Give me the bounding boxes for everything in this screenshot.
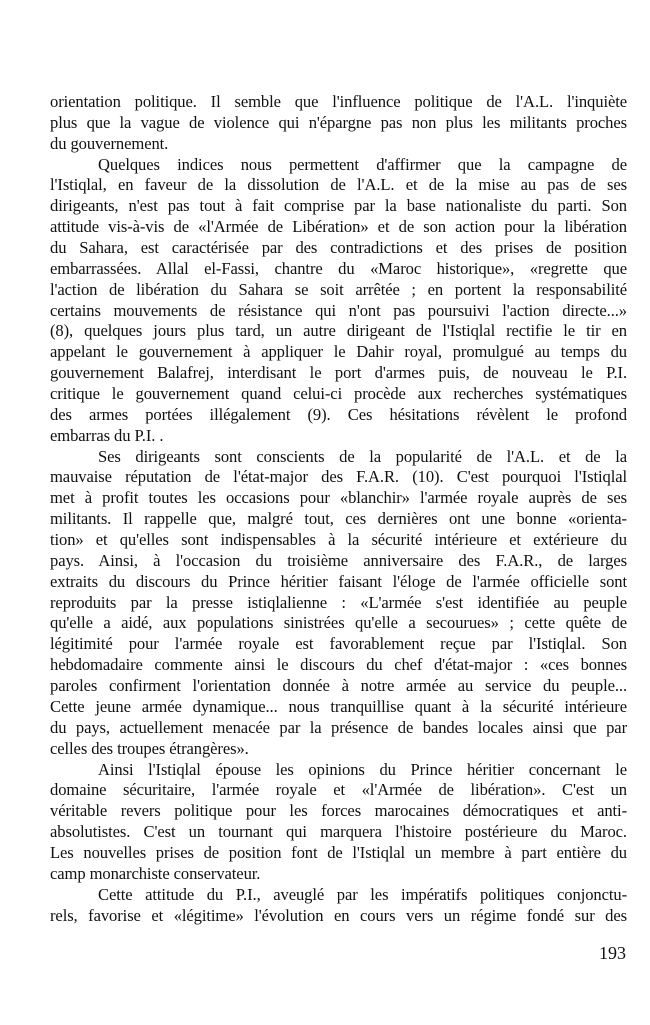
text-line: mauvaise réputation de l'état-major des F.A.R. (10). C'est pourquoi l'Istiqlal	[50, 467, 627, 487]
text-line: paroles confirment l'orientation donnée à notre armée au service du peuple...	[50, 676, 627, 696]
text-line: qu'elle a aidé, aux populations sinistrées qu'elle a secourues» ; cette quête de	[50, 613, 627, 633]
text-line: certains mouvements de résistance qui n'ont pas poursuivi l'action directe...»	[50, 300, 627, 320]
text-line: celles des troupes étrangères».	[50, 738, 249, 758]
text-line: véritable revers politique pour les forces marocaines démocratiques et anti-	[50, 801, 627, 821]
paragraph	[50, 92, 627, 155]
text-line: Ses dirigeants sont conscients de la popularité de l'A.L. et de la	[98, 446, 627, 466]
text-line: Cette attitude du P.I., aveuglé par les impératifs politiques conjonctu-	[98, 884, 627, 904]
text-line: plus que la vague de violence qui n'épargne pas non plus les militants proches	[50, 112, 627, 132]
text-line: Les nouvelles prises de position font de l'Istiqlal un membre à part entière du	[50, 842, 627, 862]
text-line: des armes portées illégalement (9). Ces hésitations révèlent le profond	[50, 404, 627, 424]
text-line: dirigeants, n'est pas tout à fait comprise par la base nationaliste du parti. Son	[50, 196, 627, 216]
text-line: orientation politique. Il semble que l'influence politique de l'A.L. l'inquiète	[50, 92, 627, 111]
text-line: met à profit toutes les occasions pour «blanchir» l'armée royale auprès de ses	[50, 488, 627, 508]
text-line: Quelques indices nous permettent d'affirmer que la campagne de	[98, 154, 627, 174]
paragraph	[50, 447, 627, 760]
text-line: critique le gouvernement quand celui-ci procède aux recherches systématiques	[50, 384, 627, 404]
text-line: embarrassées. Allal el-Fassi, chantre du «Maroc historique», «regrette que	[50, 258, 627, 278]
text-line: tion» et qu'elles sont indispensables à la sécurité intérieure et extérieure du	[50, 530, 627, 550]
text-line: légitimité pour l'armée royale est favorablement reçue par l'Istiqlal. Son	[50, 634, 627, 654]
text-line: attitude vis-à-vis de «l'Armée de Libération» et de son action pour la libération	[50, 217, 627, 237]
text-line: l'Istiqlal, en faveur de la dissolution de l'A.L. et de la mise au pas de ses	[50, 175, 627, 195]
paragraph	[50, 155, 627, 447]
text-line: militants. Il rappelle que, malgré tout, ces dernières ont une bonne «orienta-	[50, 509, 627, 529]
text-line: appelant le gouvernement à appliquer le Dahir royal, promulgué au temps du	[50, 342, 627, 362]
text-line: du Sahara, est caractérisée par des contradictions et des prises de position	[50, 238, 627, 258]
text-line: camp monarchiste conservateur.	[50, 863, 261, 883]
text-line: pays. Ainsi, à l'occasion du troisième anniversaire des F.A.R., de larges	[50, 550, 627, 570]
text-line: du gouvernement.	[50, 133, 169, 153]
text-line: absolutistes. C'est un tournant qui marquera l'histoire postérieure du Maroc.	[50, 822, 627, 842]
text-line: (8), quelques jours plus tard, un autre dirigeant de l'Istiqlal rectifie le tir en	[50, 321, 627, 341]
page-number: 193	[599, 943, 626, 963]
text-line: l'action de libération du Sahara se soit arrêtée ; en portent la responsabilité	[50, 279, 627, 299]
text-line: hebdomadaire commente ainsi le discours du chef d'état-major : «ces bonnes	[50, 655, 627, 675]
text-line: gouvernement Balafrej, interdisant le port d'armes puis, de nouveau le P.I.	[50, 363, 627, 383]
text-line: reproduits par la presse istiqlalienne : «L'armée s'est identifiée au peuple	[50, 592, 627, 612]
text-line: rels, favorise et «légitime» l'évolution en cours vers un régime fondé sur des	[50, 905, 627, 925]
paragraph	[50, 760, 627, 885]
text-line: extraits du discours du Prince héritier faisant l'éloge de l'armée officielle sont	[50, 571, 627, 591]
text-line: Ainsi l'Istiqlal épouse les opinions du Prince héritier concernant le	[98, 759, 627, 779]
paragraph	[50, 885, 627, 927]
page-body-text	[50, 92, 627, 926]
text-line: Cette jeune armée dynamique... nous tranquillise quant à la sécurité intérieure	[50, 696, 627, 716]
text-line: embarras du P.I. .	[50, 425, 164, 445]
text-line: du pays, actuellement menacée par la présence de bandes locales ainsi que par	[50, 717, 627, 737]
text-line: domaine sécuritaire, l'armée royale et «l'Armée de libération». C'est un	[50, 780, 627, 800]
